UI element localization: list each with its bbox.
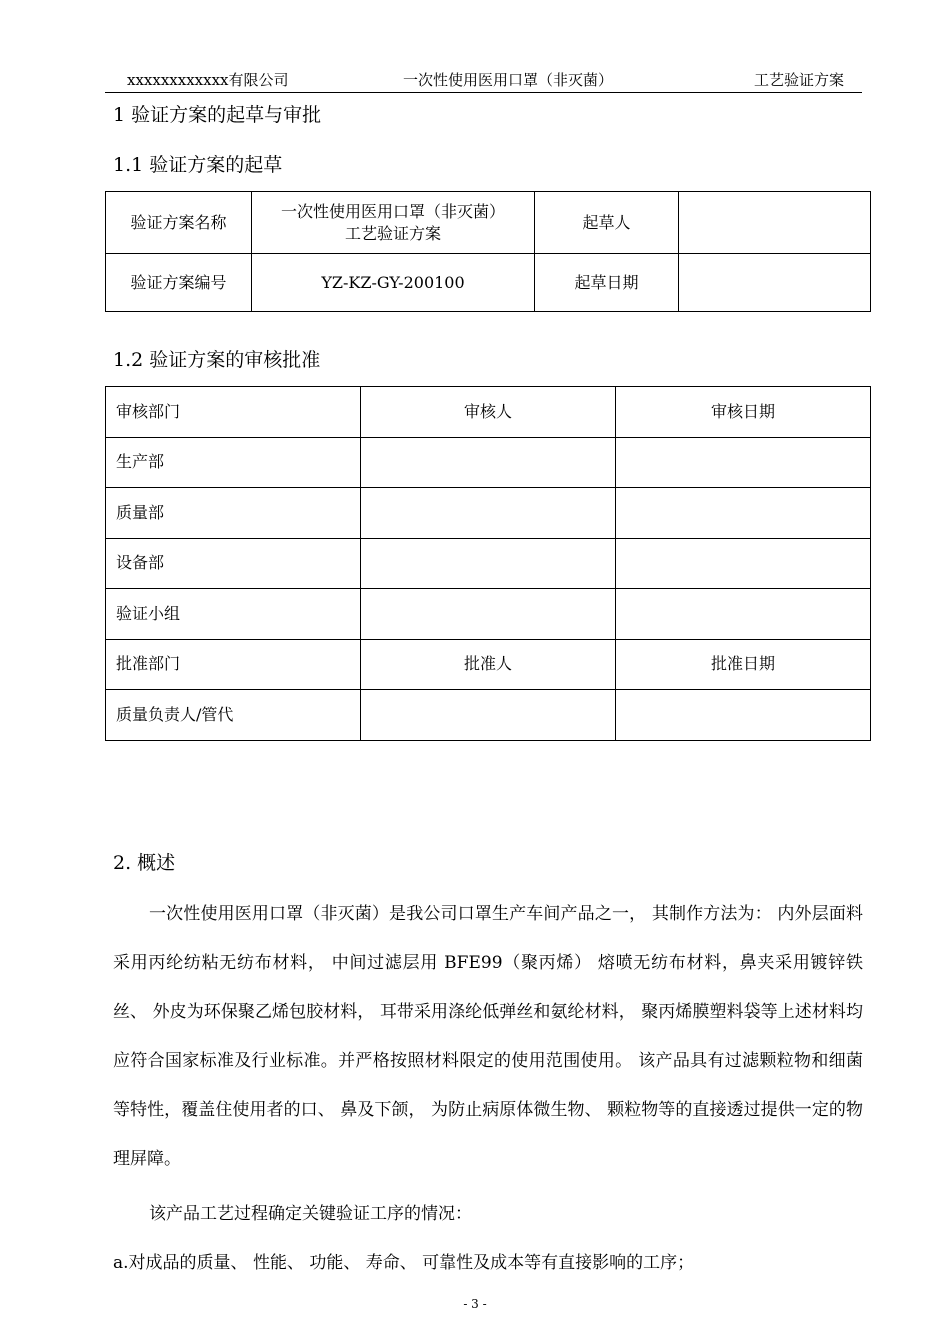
name-value (252, 192, 535, 254)
list-item-a: a.对成品的质量、 性能、 功能、 寿命、 可靠性及成本等有直接影响的工序； (113, 1253, 695, 1273)
table-cell: 审核部门 (106, 387, 361, 438)
table-cell: 批准部门 (106, 639, 361, 690)
table-cell (616, 538, 871, 589)
header-product: 一次性使用医用口罩（非灭菌） (403, 71, 614, 89)
section1-1-title: 1.1 验证方案的起草 (113, 154, 283, 176)
drafting-table (105, 191, 871, 312)
table-cell: 验证小组 (106, 589, 361, 640)
header-company: xxxxxxxxxxxx有限公司 (127, 71, 289, 89)
header-doc-type: 工艺验证方案 (753, 71, 844, 89)
table-row (106, 192, 871, 254)
drafter-value (679, 192, 871, 254)
table-cell (361, 538, 616, 589)
table-row (106, 538, 871, 589)
drafter-label: 起草人 (535, 192, 679, 254)
table-cell: 批准人 (361, 639, 616, 690)
table-cell (361, 690, 616, 741)
table-cell (616, 690, 871, 741)
approval-table (105, 386, 871, 741)
table-row (106, 589, 871, 640)
table-cell: 生产部 (106, 437, 361, 488)
section2-title: 2. 概述 (113, 852, 176, 874)
table-row (106, 639, 871, 690)
table-cell (361, 589, 616, 640)
section1-title: 1 验证方案的起草与审批 (113, 104, 322, 126)
process-paragraph: 该产品工艺过程确定关键验证工序的情况： (149, 1204, 472, 1224)
table-cell (616, 437, 871, 488)
table-cell: 审核日期 (616, 387, 871, 438)
name-value-line1: 一次性使用医用口罩（非灭菌） (280, 201, 505, 221)
table-row (106, 437, 871, 488)
date-label: 起草日期 (535, 254, 679, 312)
code-label: 验证方案编号 (106, 254, 252, 312)
name-value-line2: 工艺验证方案 (344, 223, 441, 243)
table-cell (616, 589, 871, 640)
table-cell (616, 488, 871, 539)
section1-2-title: 1.2 验证方案的审核批准 (113, 349, 321, 371)
page-number: - 3 - (463, 1297, 487, 1311)
table-row (106, 387, 871, 438)
table-cell (361, 437, 616, 488)
table-cell (361, 488, 616, 539)
table-cell: 审核人 (361, 387, 616, 438)
table-cell: 质量负责人/管代 (106, 690, 361, 741)
date-value (679, 254, 871, 312)
code-value: YZ-KZ-GY-200100 (252, 254, 535, 312)
overview-paragraph: 一次性使用医用口罩（非灭菌）是我公司口罩生产车间产品之一， 其制作方法为： 内外层面料采用丙纶纺粘无纺布材料， 中间过滤层用 BFE99（聚丙烯） 熔喷无纺布材料，鼻夹采用镀锌铁丝、 外皮为环保聚乙烯包胶材料， 耳带采用涤纶低弹丝和氨纶材料， 聚丙烯膜塑料袋等上述材料均应符合国家标准及行业标准。并严格按照材料限定的使用范围使用。 该产品具有过滤颗粒物和细菌等特性，覆盖住使用者的口、 鼻及下颌， 为防止病原体微生物、 颗粒物等的直接透过提供一定的物理屏障。 (113, 904, 863, 1169)
table-row (106, 254, 871, 312)
page-header (105, 66, 862, 93)
table-row (106, 488, 871, 539)
name-label: 验证方案名称 (106, 192, 252, 254)
table-cell: 批准日期 (616, 639, 871, 690)
table-cell: 设备部 (106, 538, 361, 589)
table-row (106, 690, 871, 741)
table-cell: 质量部 (106, 488, 361, 539)
